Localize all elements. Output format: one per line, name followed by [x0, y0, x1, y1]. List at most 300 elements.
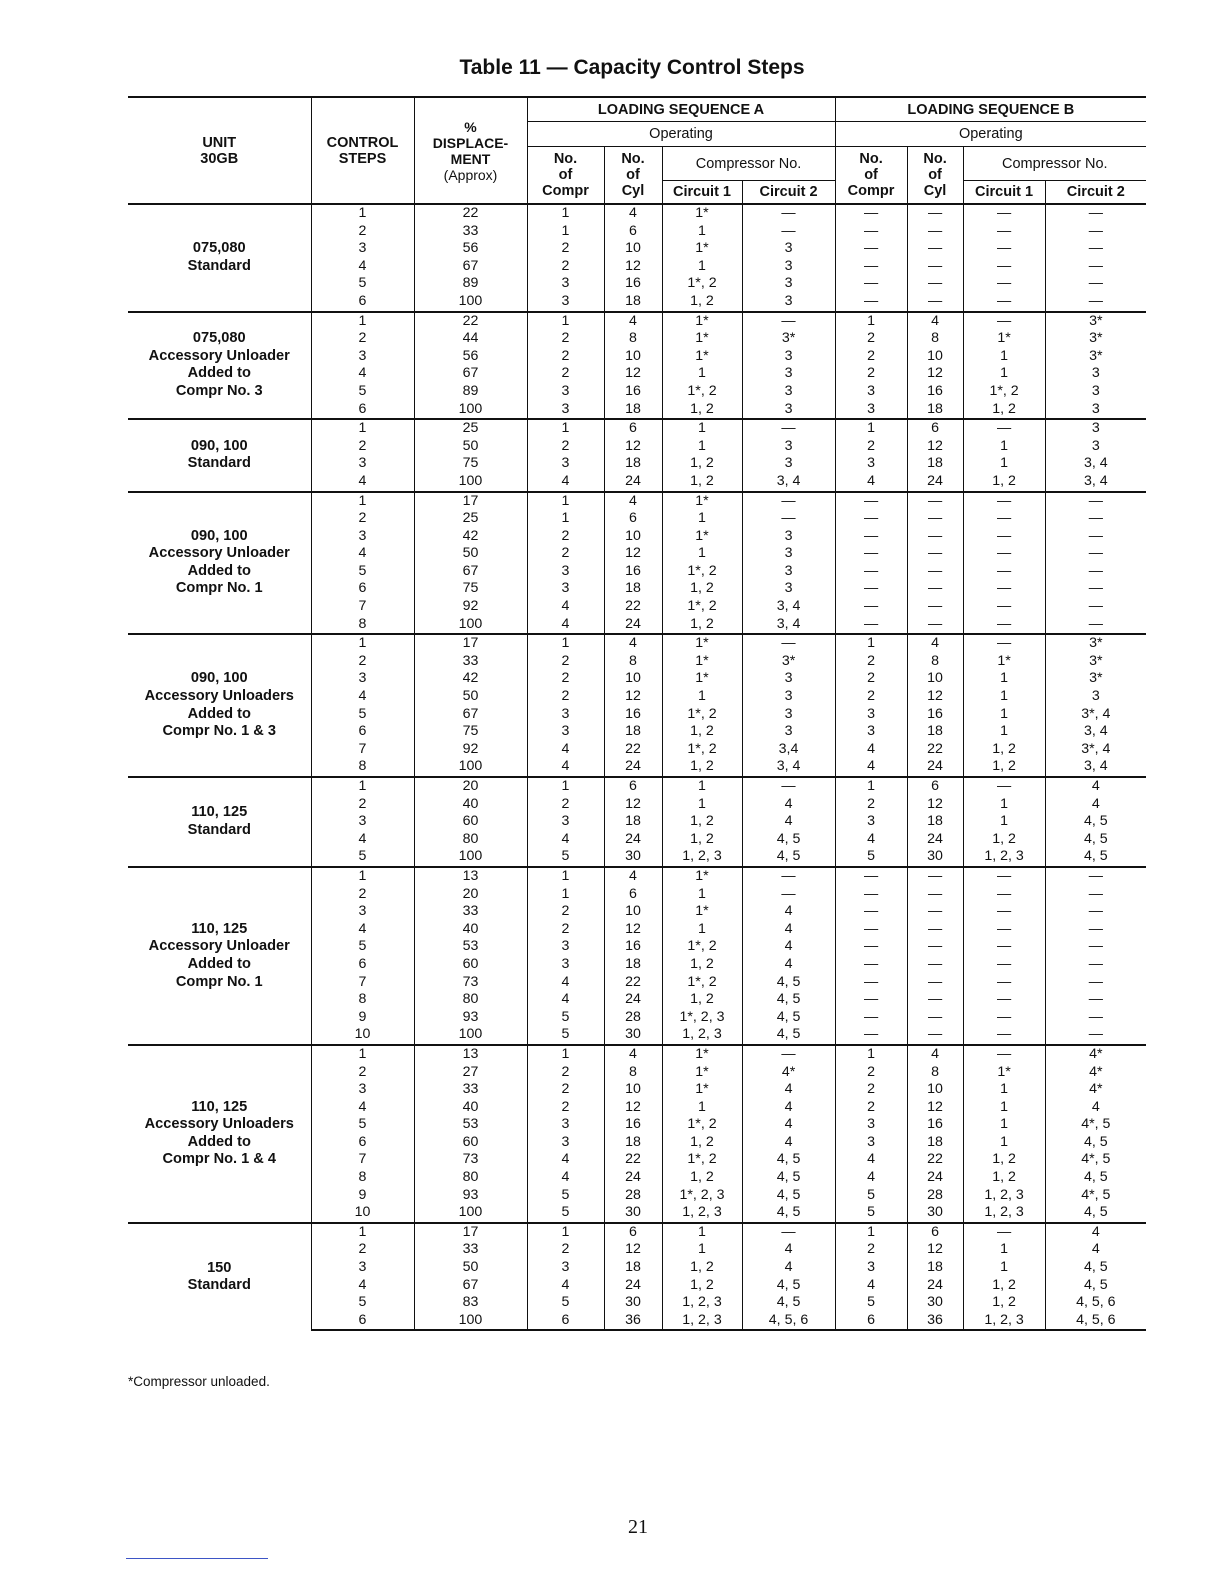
a-circuit-1-cell: 1*	[662, 634, 742, 653]
b-circuit-1-cell: —	[963, 528, 1045, 546]
displacement-cell: 20	[414, 777, 527, 796]
b-circuit-1-cell: —	[963, 974, 1045, 992]
a-circuit-2-cell: 3, 4	[742, 598, 835, 616]
a-circuit-2-cell: 3	[742, 383, 835, 401]
compressor-no-a-header: Compressor No.	[662, 147, 835, 181]
control-step-cell: 3	[311, 455, 414, 473]
b-circuit-2-cell: —	[1045, 886, 1146, 904]
a-circuit-2-cell: —	[742, 510, 835, 528]
b-circuit-2-cell: 4, 5	[1045, 1259, 1146, 1277]
a-no-of-cyl-cell: 4	[604, 867, 662, 886]
b-no-of-cyl-cell: —	[907, 903, 963, 921]
a-no-of-cyl-cell: 18	[604, 956, 662, 974]
a-no-of-cyl-cell: 18	[604, 813, 662, 831]
a-no-of-cyl-cell: 24	[604, 831, 662, 849]
b-no-of-cyl-cell: —	[907, 528, 963, 546]
a-circuit-2-cell: 3*	[742, 330, 835, 348]
a-circuit-1-cell: 1*, 2	[662, 706, 742, 724]
a-circuit-2-cell: —	[742, 777, 835, 796]
b-circuit-1-cell: —	[963, 204, 1045, 223]
b-no-of-cyl-cell: 10	[907, 1081, 963, 1099]
b-circuit-1-cell: —	[963, 223, 1045, 241]
b-circuit-1-cell: —	[963, 921, 1045, 939]
a-circuit-1-cell: 1	[662, 886, 742, 904]
a-circuit-2-cell: 4, 5	[742, 1009, 835, 1027]
a-circuit-1-cell: 1*	[662, 240, 742, 258]
a-circuit-1-cell: 1*	[662, 528, 742, 546]
a-no-of-compr-cell: 4	[527, 974, 604, 992]
control-step-cell: 5	[311, 563, 414, 581]
a-circuit-1-cell: 1	[662, 223, 742, 241]
a-circuit-1-cell: 1	[662, 510, 742, 528]
control-step-cell: 7	[311, 598, 414, 616]
b-no-of-compr-cell: —	[835, 1009, 907, 1027]
b-no-of-compr-cell: —	[835, 886, 907, 904]
a-circuit-2-cell: 3	[742, 706, 835, 724]
b-circuit-1-cell: 1*	[963, 653, 1045, 671]
a-circuit-2-cell: 4	[742, 921, 835, 939]
b-circuit-1-cell: —	[963, 903, 1045, 921]
a-circuit-2-cell: 4, 5, 6	[742, 1312, 835, 1331]
control-step-cell: 10	[311, 1026, 414, 1045]
b-no-of-compr-cell: —	[835, 204, 907, 223]
a-no-of-compr-cell: 3	[527, 293, 604, 312]
control-step-cell: 7	[311, 974, 414, 992]
a-no-of-compr-cell: 2	[527, 1099, 604, 1117]
b-no-of-cyl-cell: —	[907, 545, 963, 563]
b-no-of-cyl-cell: —	[907, 510, 963, 528]
a-circuit-1-cell: 1*, 2	[662, 383, 742, 401]
a-circuit-1-cell: 1	[662, 258, 742, 276]
displacement-cell: 25	[414, 510, 527, 528]
b-circuit-2-cell: 3*	[1045, 670, 1146, 688]
displacement-cell: 40	[414, 921, 527, 939]
b-no-of-cyl-cell: —	[907, 293, 963, 312]
b-circuit-2-cell: 4*, 5	[1045, 1187, 1146, 1205]
a-no-of-cyl-cell: 30	[604, 1294, 662, 1312]
a-circuit-2-cell: 4, 5	[742, 974, 835, 992]
displacement-cell: 67	[414, 1277, 527, 1295]
b-no-of-cyl-cell: 30	[907, 1294, 963, 1312]
b-no-of-compr-cell: 3	[835, 813, 907, 831]
a-no-of-cyl-cell: 12	[604, 796, 662, 814]
a-no-of-cyl-cell: 28	[604, 1187, 662, 1205]
control-step-cell: 4	[311, 365, 414, 383]
b-circuit-2-cell: 3*	[1045, 330, 1146, 348]
b-circuit-2-cell: 3, 4	[1045, 723, 1146, 741]
b-no-of-compr-cell: —	[835, 1026, 907, 1045]
control-step-cell: 2	[311, 653, 414, 671]
b-circuit-2-cell: 3*, 4	[1045, 741, 1146, 759]
b-no-of-cyl-cell: —	[907, 204, 963, 223]
displacement-cell: 60	[414, 813, 527, 831]
a-circuit-2-cell: 3*	[742, 653, 835, 671]
a-circuit-1-cell: 1	[662, 796, 742, 814]
b-no-of-compr-cell: 2	[835, 348, 907, 366]
control-step-cell: 2	[311, 438, 414, 456]
b-no-of-compr-cell: 3	[835, 1259, 907, 1277]
b-circuit-1-cell: 1, 2	[963, 1151, 1045, 1169]
b-circuit-1-cell: 1	[963, 1081, 1045, 1099]
b-no-of-cyl-cell: 24	[907, 758, 963, 777]
a-no-of-cyl-cell: 36	[604, 1312, 662, 1331]
a-circuit-1-cell: 1*	[662, 670, 742, 688]
b-no-of-cyl-cell: —	[907, 867, 963, 886]
loading-sequence-b-header: LOADING SEQUENCE B	[835, 97, 1146, 122]
b-circuit-1-cell: —	[963, 1223, 1045, 1242]
b-circuit-1-cell: —	[963, 563, 1045, 581]
b-no-of-compr-cell: 1	[835, 1223, 907, 1242]
a-circuit-1-cell: 1, 2	[662, 580, 742, 598]
displacement-cell: 27	[414, 1064, 527, 1082]
b-circuit-2-cell: —	[1045, 616, 1146, 635]
b-no-of-cyl-cell: 12	[907, 365, 963, 383]
b-no-of-compr-cell: —	[835, 867, 907, 886]
b-circuit-2-cell: 4, 5, 6	[1045, 1294, 1146, 1312]
b-circuit-2-cell: —	[1045, 204, 1146, 223]
no-of-cyl-b-header: No. of Cyl	[907, 147, 963, 205]
control-step-cell: 9	[311, 1009, 414, 1027]
b-circuit-1-cell: —	[963, 312, 1045, 331]
displacement-cell: 17	[414, 634, 527, 653]
b-circuit-2-cell: 4	[1045, 796, 1146, 814]
control-step-cell: 7	[311, 1151, 414, 1169]
b-circuit-2-cell: —	[1045, 1026, 1146, 1045]
control-step-cell: 1	[311, 492, 414, 511]
page-number: 21	[628, 1516, 648, 1538]
a-circuit-1-cell: 1*	[662, 1081, 742, 1099]
control-step-cell: 8	[311, 1169, 414, 1187]
a-no-of-cyl-cell: 16	[604, 938, 662, 956]
a-circuit-2-cell: 3	[742, 240, 835, 258]
a-no-of-compr-cell: 3	[527, 813, 604, 831]
a-no-of-compr-cell: 1	[527, 223, 604, 241]
unit-header: UNIT 30GB	[128, 97, 311, 204]
b-circuit-1-cell: —	[963, 598, 1045, 616]
a-circuit-2-cell: —	[742, 204, 835, 223]
b-no-of-cyl-cell: —	[907, 1009, 963, 1027]
b-no-of-cyl-cell: —	[907, 580, 963, 598]
b-circuit-2-cell: —	[1045, 938, 1146, 956]
operating-a-header: Operating	[527, 122, 835, 147]
displacement-cell: 100	[414, 1312, 527, 1331]
a-no-of-compr-cell: 4	[527, 758, 604, 777]
unit-label: 090, 100 Accessory Unloader Added to Compr No. 1	[128, 492, 311, 635]
a-no-of-compr-cell: 5	[527, 1009, 604, 1027]
a-no-of-compr-cell: 4	[527, 991, 604, 1009]
control-step-cell: 4	[311, 1277, 414, 1295]
control-step-cell: 5	[311, 938, 414, 956]
a-no-of-compr-cell: 2	[527, 1241, 604, 1259]
displacement-cell: 40	[414, 1099, 527, 1117]
a-circuit-2-cell: 4	[742, 1259, 835, 1277]
displacement-cell: 22	[414, 312, 527, 331]
b-no-of-cyl-cell: 22	[907, 741, 963, 759]
b-circuit-1-cell: —	[963, 616, 1045, 635]
a-no-of-compr-cell: 1	[527, 777, 604, 796]
displacement-cell: 100	[414, 1026, 527, 1045]
a-circuit-2-cell: 4	[742, 796, 835, 814]
b-no-of-compr-cell: 2	[835, 438, 907, 456]
a-no-of-cyl-cell: 30	[604, 1026, 662, 1045]
a-circuit-2-cell: 3, 4	[742, 473, 835, 492]
b-circuit-2-cell: —	[1045, 293, 1146, 312]
a-circuit-2-cell: —	[742, 634, 835, 653]
circuit-1-a-header: Circuit 1	[662, 181, 742, 205]
a-circuit-1-cell: 1, 2	[662, 831, 742, 849]
displacement-cell: 60	[414, 1134, 527, 1152]
b-no-of-compr-cell: —	[835, 258, 907, 276]
b-circuit-2-cell: 3	[1045, 365, 1146, 383]
a-no-of-compr-cell: 1	[527, 204, 604, 223]
b-circuit-1-cell: 1, 2	[963, 1294, 1045, 1312]
a-circuit-2-cell: 3	[742, 275, 835, 293]
b-no-of-cyl-cell: 12	[907, 1241, 963, 1259]
displacement-cell: 100	[414, 473, 527, 492]
b-circuit-1-cell: 1	[963, 813, 1045, 831]
footnote: *Compressor unloaded.	[128, 1374, 270, 1389]
a-circuit-1-cell: 1*, 2	[662, 1116, 742, 1134]
a-no-of-compr-cell: 3	[527, 383, 604, 401]
displacement-cell: 25	[414, 419, 527, 438]
a-no-of-cyl-cell: 24	[604, 473, 662, 492]
a-circuit-1-cell: 1*, 2	[662, 741, 742, 759]
a-no-of-compr-cell: 3	[527, 938, 604, 956]
displacement-cell: 73	[414, 1151, 527, 1169]
a-circuit-2-cell: 4, 5	[742, 848, 835, 867]
displacement-cell: 33	[414, 653, 527, 671]
control-step-cell: 9	[311, 1187, 414, 1205]
a-circuit-1-cell: 1, 2, 3	[662, 1026, 742, 1045]
displacement-cell: 67	[414, 706, 527, 724]
a-circuit-1-cell: 1, 2, 3	[662, 848, 742, 867]
a-no-of-compr-cell: 2	[527, 545, 604, 563]
control-step-cell: 3	[311, 1081, 414, 1099]
displacement-cell: 50	[414, 438, 527, 456]
circuit-1-b-header: Circuit 1	[963, 181, 1045, 205]
displacement-cell: 89	[414, 275, 527, 293]
b-circuit-2-cell: —	[1045, 974, 1146, 992]
table-row	[128, 1223, 1146, 1242]
a-circuit-1-cell: 1, 2, 3	[662, 1312, 742, 1331]
b-no-of-cyl-cell: —	[907, 598, 963, 616]
a-circuit-1-cell: 1, 2	[662, 455, 742, 473]
b-circuit-2-cell: —	[1045, 492, 1146, 511]
a-no-of-cyl-cell: 24	[604, 991, 662, 1009]
a-no-of-cyl-cell: 24	[604, 616, 662, 635]
b-circuit-2-cell: —	[1045, 956, 1146, 974]
control-step-cell: 5	[311, 383, 414, 401]
a-circuit-1-cell: 1*	[662, 492, 742, 511]
a-no-of-cyl-cell: 4	[604, 492, 662, 511]
b-circuit-1-cell: —	[963, 867, 1045, 886]
b-circuit-2-cell: 4, 5	[1045, 1134, 1146, 1152]
b-no-of-cyl-cell: —	[907, 974, 963, 992]
a-no-of-cyl-cell: 18	[604, 723, 662, 741]
a-circuit-2-cell: 4	[742, 1099, 835, 1117]
a-circuit-2-cell: 3	[742, 670, 835, 688]
b-no-of-compr-cell: —	[835, 921, 907, 939]
displacement-cell: 44	[414, 330, 527, 348]
b-no-of-cyl-cell: 18	[907, 813, 963, 831]
a-circuit-2-cell: 3	[742, 348, 835, 366]
a-circuit-1-cell: 1*, 2, 3	[662, 1009, 742, 1027]
b-no-of-compr-cell: 1	[835, 777, 907, 796]
control-step-cell: 4	[311, 1099, 414, 1117]
a-circuit-2-cell: 4, 5	[742, 1151, 835, 1169]
unit-label: 090, 100 Accessory Unloaders Added to Compr No. 1 & 3	[128, 634, 311, 777]
a-no-of-compr-cell: 2	[527, 528, 604, 546]
a-circuit-2-cell: 3	[742, 401, 835, 420]
a-circuit-2-cell: 4, 5	[742, 1187, 835, 1205]
a-no-of-compr-cell: 3	[527, 1134, 604, 1152]
b-no-of-compr-cell: 3	[835, 706, 907, 724]
displacement-cell: 42	[414, 670, 527, 688]
a-no-of-cyl-cell: 12	[604, 921, 662, 939]
control-step-cell: 6	[311, 956, 414, 974]
displacement-cell: 20	[414, 886, 527, 904]
b-circuit-1-cell: 1	[963, 688, 1045, 706]
b-no-of-compr-cell: 3	[835, 455, 907, 473]
a-circuit-2-cell: 3, 4	[742, 758, 835, 777]
b-no-of-cyl-cell: 18	[907, 1259, 963, 1277]
table-row	[128, 492, 1146, 511]
control-step-cell: 8	[311, 758, 414, 777]
a-circuit-2-cell: 4*	[742, 1064, 835, 1082]
a-no-of-cyl-cell: 12	[604, 1241, 662, 1259]
a-circuit-1-cell: 1*, 2	[662, 275, 742, 293]
a-circuit-1-cell: 1, 2	[662, 813, 742, 831]
b-no-of-compr-cell: —	[835, 598, 907, 616]
a-no-of-cyl-cell: 12	[604, 438, 662, 456]
a-circuit-2-cell: 4, 5	[742, 1294, 835, 1312]
b-no-of-compr-cell: 2	[835, 653, 907, 671]
a-no-of-compr-cell: 1	[527, 634, 604, 653]
no-of-compr-b-header: No. of Compr	[835, 147, 907, 205]
b-circuit-1-cell: 1, 2	[963, 1277, 1045, 1295]
control-step-cell: 2	[311, 796, 414, 814]
displacement-cell: 50	[414, 545, 527, 563]
b-no-of-compr-cell: 2	[835, 1064, 907, 1082]
a-no-of-compr-cell: 1	[527, 419, 604, 438]
a-circuit-2-cell: 3	[742, 365, 835, 383]
a-circuit-2-cell: 4	[742, 1134, 835, 1152]
a-circuit-2-cell: 4, 5	[742, 1026, 835, 1045]
b-circuit-1-cell: 1	[963, 1099, 1045, 1117]
a-no-of-compr-cell: 3	[527, 1116, 604, 1134]
b-circuit-1-cell: 1	[963, 438, 1045, 456]
a-no-of-cyl-cell: 8	[604, 1064, 662, 1082]
a-no-of-compr-cell: 3	[527, 455, 604, 473]
a-no-of-compr-cell: 4	[527, 831, 604, 849]
a-no-of-cyl-cell: 10	[604, 528, 662, 546]
a-circuit-2-cell: 4, 5	[742, 831, 835, 849]
displacement-cell: 80	[414, 991, 527, 1009]
a-no-of-cyl-cell: 24	[604, 1169, 662, 1187]
b-circuit-2-cell: —	[1045, 240, 1146, 258]
b-no-of-cyl-cell: —	[907, 991, 963, 1009]
b-circuit-2-cell: 4*, 5	[1045, 1116, 1146, 1134]
b-circuit-1-cell: 1*	[963, 330, 1045, 348]
operating-b-header: Operating	[835, 122, 1146, 147]
b-no-of-cyl-cell: 8	[907, 330, 963, 348]
b-no-of-compr-cell: —	[835, 223, 907, 241]
b-circuit-2-cell: —	[1045, 580, 1146, 598]
a-no-of-compr-cell: 4	[527, 598, 604, 616]
a-circuit-2-cell: 3	[742, 563, 835, 581]
displacement-cell: 100	[414, 616, 527, 635]
b-no-of-cyl-cell: —	[907, 240, 963, 258]
a-no-of-compr-cell: 3	[527, 275, 604, 293]
a-circuit-1-cell: 1	[662, 545, 742, 563]
b-no-of-cyl-cell: 16	[907, 706, 963, 724]
b-no-of-compr-cell: —	[835, 275, 907, 293]
b-no-of-compr-cell: 4	[835, 1169, 907, 1187]
a-no-of-compr-cell: 5	[527, 1026, 604, 1045]
b-no-of-cyl-cell: 30	[907, 1204, 963, 1223]
b-circuit-1-cell: 1	[963, 1241, 1045, 1259]
a-no-of-compr-cell: 2	[527, 258, 604, 276]
a-circuit-2-cell: 3	[742, 688, 835, 706]
a-no-of-cyl-cell: 22	[604, 1151, 662, 1169]
b-no-of-cyl-cell: 30	[907, 848, 963, 867]
displacement-cell: 80	[414, 831, 527, 849]
a-circuit-1-cell: 1, 2	[662, 1134, 742, 1152]
b-no-of-compr-cell: 3	[835, 1134, 907, 1152]
b-circuit-2-cell: 4*, 5	[1045, 1151, 1146, 1169]
a-circuit-1-cell: 1*, 2	[662, 563, 742, 581]
control-step-cell: 4	[311, 688, 414, 706]
control-step-cell: 2	[311, 1241, 414, 1259]
control-step-cell: 1	[311, 1223, 414, 1242]
b-circuit-2-cell: 4	[1045, 777, 1146, 796]
a-circuit-2-cell: —	[742, 492, 835, 511]
b-circuit-2-cell: 4, 5	[1045, 1204, 1146, 1223]
b-no-of-compr-cell: 4	[835, 741, 907, 759]
control-step-cell: 5	[311, 706, 414, 724]
a-no-of-cyl-cell: 10	[604, 670, 662, 688]
a-circuit-1-cell: 1*	[662, 1045, 742, 1064]
b-no-of-compr-cell: 2	[835, 796, 907, 814]
a-no-of-compr-cell: 1	[527, 1045, 604, 1064]
b-circuit-1-cell: 1	[963, 1116, 1045, 1134]
a-no-of-compr-cell: 4	[527, 741, 604, 759]
a-no-of-cyl-cell: 24	[604, 1277, 662, 1295]
displacement-cell: 92	[414, 598, 527, 616]
control-step-cell: 2	[311, 886, 414, 904]
a-no-of-compr-cell: 2	[527, 1081, 604, 1099]
displacement-cell: 67	[414, 563, 527, 581]
a-no-of-compr-cell: 2	[527, 348, 604, 366]
a-no-of-compr-cell: 2	[527, 796, 604, 814]
b-no-of-cyl-cell: 12	[907, 688, 963, 706]
displacement-cell: 100	[414, 293, 527, 312]
b-no-of-cyl-cell: 24	[907, 1169, 963, 1187]
b-no-of-compr-cell: —	[835, 616, 907, 635]
b-no-of-cyl-cell: 12	[907, 438, 963, 456]
b-no-of-cyl-cell: —	[907, 492, 963, 511]
unit-label: 090, 100 Standard	[128, 419, 311, 491]
b-circuit-2-cell: 4, 5, 6	[1045, 1312, 1146, 1331]
b-circuit-2-cell: —	[1045, 545, 1146, 563]
a-no-of-cyl-cell: 12	[604, 545, 662, 563]
b-no-of-compr-cell: —	[835, 938, 907, 956]
a-circuit-2-cell: —	[742, 419, 835, 438]
b-circuit-2-cell: 4*	[1045, 1081, 1146, 1099]
a-no-of-cyl-cell: 8	[604, 330, 662, 348]
b-circuit-1-cell: 1, 2	[963, 1169, 1045, 1187]
a-no-of-cyl-cell: 16	[604, 1116, 662, 1134]
